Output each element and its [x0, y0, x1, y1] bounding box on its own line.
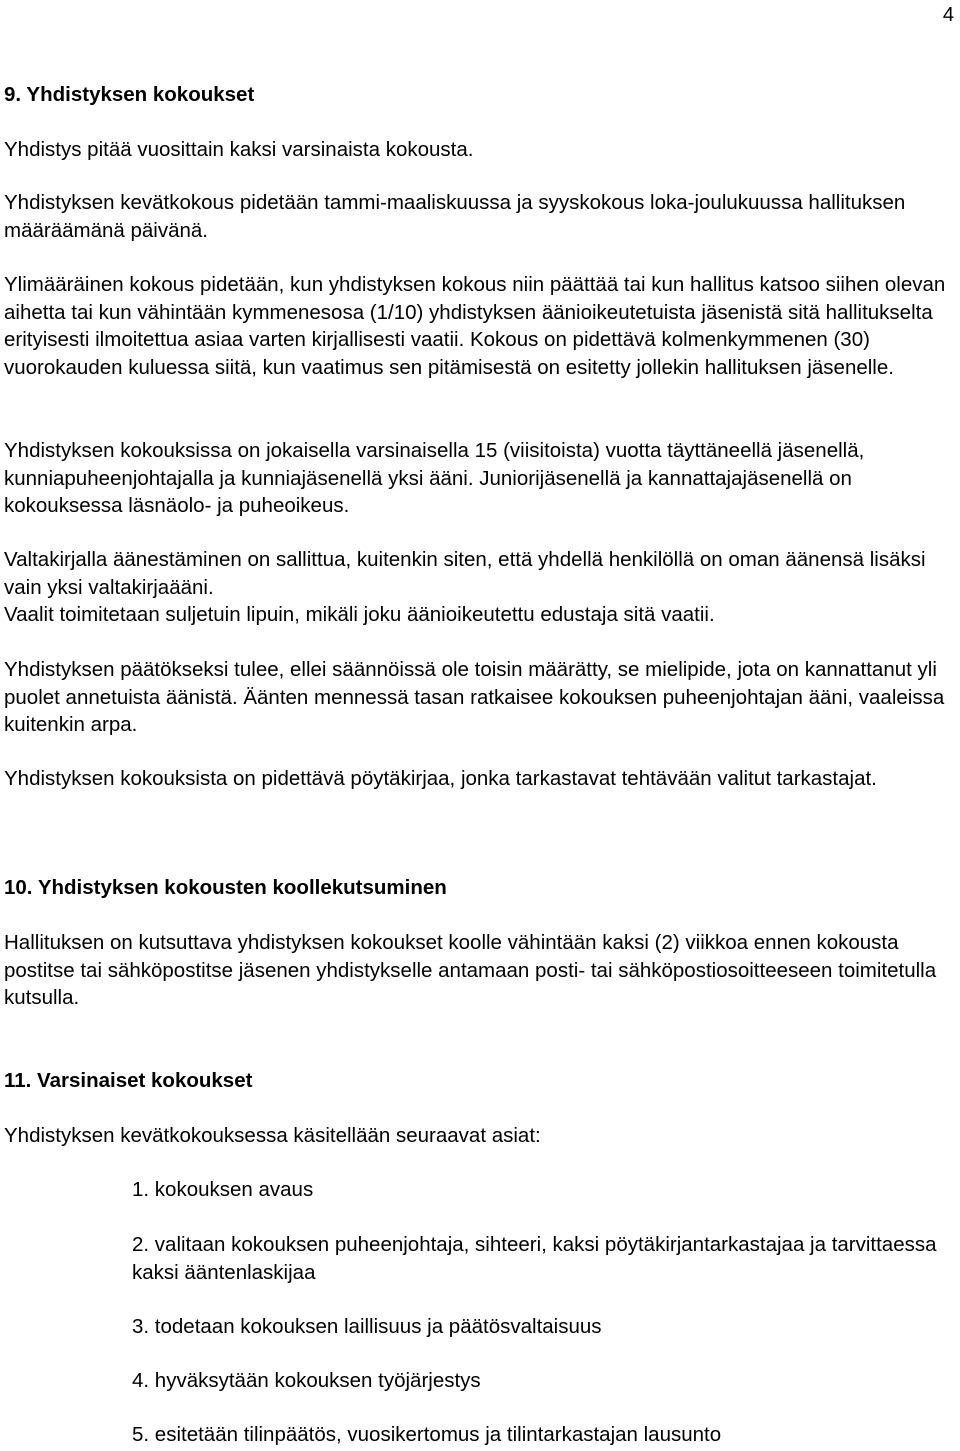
paragraph: Yhdistyksen päätökseksi tulee, ellei säännöissä ole toisin määrätty, se mielipide, jota on kannattanut yli puolet annetuista äänistä. Äänten mennessä tasan ratkaisee kokouksen puheenjohtajan ääni, vaaleissa kuitenkin arpa.	[4, 658, 945, 736]
paragraph: Yhdistyksen kevätkokouksessa käsitellään seuraavat asiat:	[4, 1124, 541, 1147]
paragraph: Yhdistys pitää vuosittain kaksi varsinaista kokousta.	[4, 138, 474, 161]
paragraph: Yhdistyksen kokouksissa on jokaisella varsinaisella 15 (viisitoista) vuotta täyttäneellä jäsenellä, kunniapuheenjohtajalla ja kunniajäsenellä yksi ääni. Juniorijäsenellä ja kannattajajäsenellä on kokouksessa läsnäolo- ja puheoikeus.	[4, 439, 865, 517]
list-item: 2. valitaan kokouksen puheenjohtaja, sihteeri, kaksi pöytäkirjantarkastajaa ja tarvittaessa kaksi ääntenlaskijaa	[132, 1233, 937, 1284]
section-10-heading: 10. Yhdistyksen kokousten koollekutsuminen	[4, 876, 447, 899]
page-number: 4	[942, 4, 954, 26]
paragraph: Yhdistyksen kokouksista on pidettävä pöytäkirjaa, jonka tarkastavat tehtävään valitut tarkastajat.	[4, 767, 877, 790]
paragraph: Ylimääräinen kokous pidetään, kun yhdistyksen kokous niin päättää tai kun hallitus katsoo siihen olevan aihetta tai kun vähintään kymmenesosa (1/10) yhdistyksen äänioikeutetuista jäsenistä sitä hallitukselta erityisesti ilmoitettua asiaa varten kirjallisesti vaatii. Kokous on pidettävä kolmenkymmenen (30) vuorokauden kuluessa siitä, kun vaatimus sen pitämisestä on esitetty jollekin hallituksen jäsenelle.	[4, 273, 946, 379]
section-11-heading: 11. Varsinaiset kokoukset	[4, 1069, 253, 1092]
list-item: 1. kokouksen avaus	[132, 1178, 314, 1201]
section-9-heading: 9. Yhdistyksen kokoukset	[4, 83, 255, 106]
paragraph: Yhdistyksen kevätkokous pidetään tammi-maaliskuussa ja syyskokous loka-joulukuussa hallituksen määräämänä päivänä.	[4, 191, 906, 242]
paragraph: Valtakirjalla äänestäminen on sallittua, kuitenkin siten, että yhdellä henkilöllä on oman äänensä lisäksi vain yksi valtakirjaääni.	[4, 548, 926, 599]
list-item: 5. esitetään tilinpäätös, vuosikertomus ja tilintarkastajan lausunto	[132, 1423, 722, 1446]
list-item: 3. todetaan kokouksen laillisuus ja päätösvaltaisuus	[132, 1315, 602, 1338]
paragraph: Vaalit toimitetaan suljetuin lipuin, mikäli joku äänioikeutettu edustaja sitä vaatii.	[4, 603, 715, 626]
paragraph: Hallituksen on kutsuttava yhdistyksen kokoukset koolle vähintään kaksi (2) viikkoa ennen kokousta postitse tai sähköpostitse jäsenen yhdistykselle antamaan posti- tai sähköpostiosoitteeseen toimitetulla kutsulla.	[4, 931, 937, 1009]
list-item: 4. hyväksytään kokouksen työjärjestys	[132, 1369, 481, 1392]
